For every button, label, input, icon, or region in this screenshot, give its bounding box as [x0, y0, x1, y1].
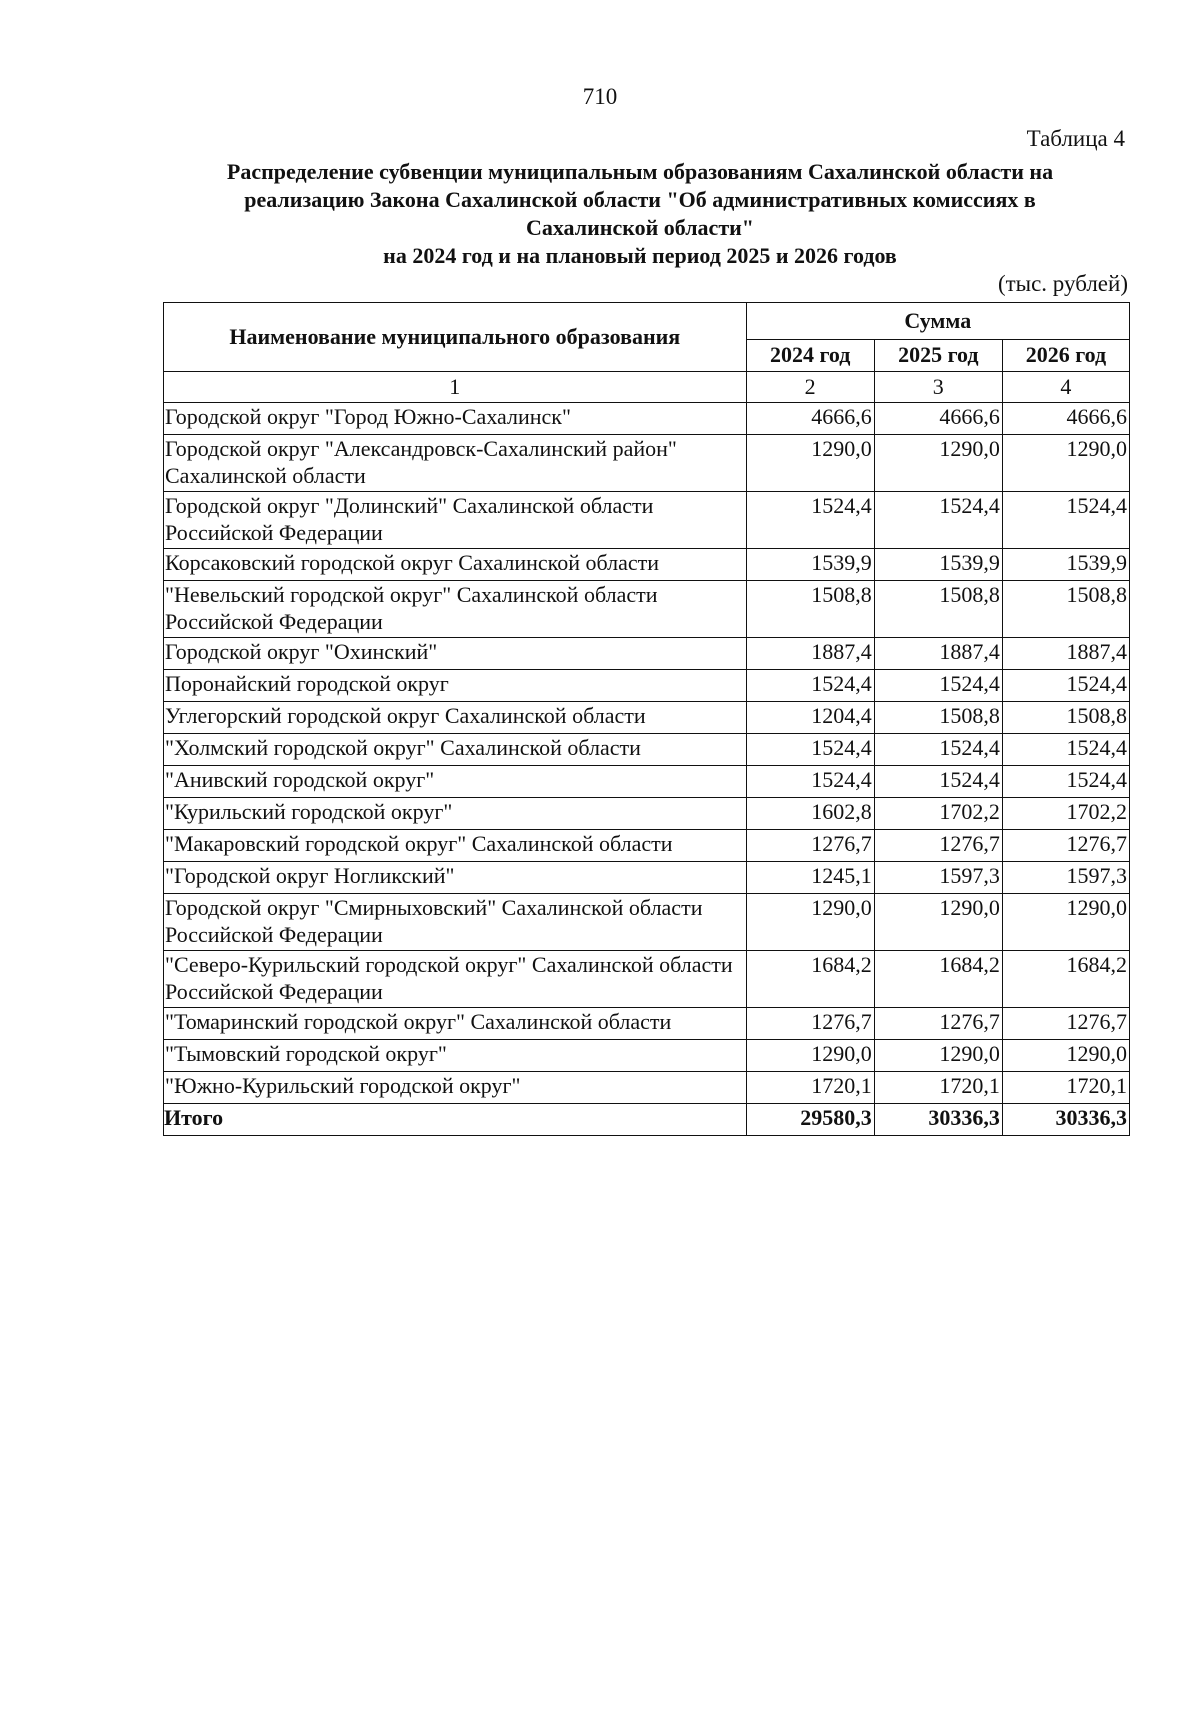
table-row [164, 435, 1130, 492]
value-2026: 1524,4 [1002, 670, 1129, 702]
column-number: 1 [164, 372, 747, 403]
value-2026: 1702,2 [1002, 798, 1129, 830]
page-number: 710 [582, 84, 618, 109]
total-2024: 29580,3 [746, 1104, 874, 1136]
value-2026: 1508,8 [1002, 581, 1129, 638]
value-2024: 1290,0 [746, 435, 874, 492]
value-2026: 1887,4 [1002, 638, 1129, 670]
subsidy-table [163, 302, 1130, 1136]
value-2026: 1524,4 [1002, 766, 1129, 798]
total-2025: 30336,3 [874, 1104, 1002, 1136]
column-number: 2 [746, 372, 874, 403]
value-2025: 4666,6 [874, 403, 1002, 435]
total-label: Итого [164, 1104, 747, 1136]
municipality-name: "Курильский городской округ" [164, 798, 747, 830]
header-year-2025: 2025 год [874, 339, 1002, 371]
title-line: Сахалинской области" [525, 215, 755, 240]
value-2024: 1245,1 [746, 862, 874, 894]
value-2025: 1508,8 [874, 581, 1002, 638]
value-2025: 1276,7 [874, 1008, 1002, 1040]
total-row [164, 1104, 1130, 1136]
value-2025: 1539,9 [874, 549, 1002, 581]
total-2026: 30336,3 [1002, 1104, 1129, 1136]
title-line: реализацию Закона Сахалинской области "Об административных комиссиях в [244, 187, 1036, 212]
municipality-name: "Невельский городской округ" Сахалинской области Российской Федерации [164, 581, 747, 638]
municipality-name: Городской округ "Долинский" Сахалинской области Российской Федерации [164, 492, 747, 549]
municipality-name: "Макаровский городской округ" Сахалинской области [164, 830, 747, 862]
table-row [164, 581, 1130, 638]
value-2024: 1720,1 [746, 1072, 874, 1104]
value-2025: 1524,4 [874, 766, 1002, 798]
value-2024: 1684,2 [746, 951, 874, 1008]
table-row [164, 830, 1130, 862]
municipality-name: Городской округ "Александровск-Сахалинский район" Сахалинской области [164, 435, 747, 492]
municipality-name: Городской округ "Смирныховский" Сахалинской области Российской Федерации [164, 894, 747, 951]
value-2025: 1508,8 [874, 702, 1002, 734]
municipality-name: "Анивский городской округ" [164, 766, 747, 798]
table-row [164, 1040, 1130, 1072]
table-row [164, 702, 1130, 734]
value-2024: 1602,8 [746, 798, 874, 830]
municipality-name: "Городской округ Ногликский" [164, 862, 747, 894]
value-2025: 1290,0 [874, 435, 1002, 492]
header-name: Наименование муниципального образования [164, 303, 747, 372]
value-2024: 1508,8 [746, 581, 874, 638]
header-sum: Сумма [746, 303, 1129, 340]
value-2026: 1524,4 [1002, 734, 1129, 766]
table-row [164, 670, 1130, 702]
table-row [164, 1008, 1130, 1040]
value-2026: 1290,0 [1002, 894, 1129, 951]
value-2024: 1524,4 [746, 670, 874, 702]
table-label: Таблица 4 [1026, 126, 1125, 151]
value-2026: 1508,8 [1002, 702, 1129, 734]
value-2024: 1276,7 [746, 1008, 874, 1040]
column-number: 4 [1002, 372, 1129, 403]
document-title [150, 158, 1130, 270]
value-2025: 1524,4 [874, 670, 1002, 702]
table-row [164, 894, 1130, 951]
table-row [164, 1072, 1130, 1104]
value-2026: 4666,6 [1002, 403, 1129, 435]
column-number: 3 [874, 372, 1002, 403]
value-2026: 1524,4 [1002, 492, 1129, 549]
table-row [164, 951, 1130, 1008]
value-2025: 1597,3 [874, 862, 1002, 894]
value-2024: 1204,4 [746, 702, 874, 734]
header-year-2024: 2024 год [746, 339, 874, 371]
title-line: на 2024 год и на плановый период 2025 и 2026 годов [383, 243, 897, 268]
value-2024: 1524,4 [746, 734, 874, 766]
value-2026: 1684,2 [1002, 951, 1129, 1008]
municipality-name: Поронайский городской округ [164, 670, 747, 702]
table-row [164, 766, 1130, 798]
value-2024: 4666,6 [746, 403, 874, 435]
value-2024: 1290,0 [746, 1040, 874, 1072]
municipality-name: Городской округ "Охинский" [164, 638, 747, 670]
value-2026: 1539,9 [1002, 549, 1129, 581]
value-2026: 1290,0 [1002, 435, 1129, 492]
municipality-name: "Северо-Курильский городской округ" Сахалинской области Российской Федерации [164, 951, 747, 1008]
value-2025: 1887,4 [874, 638, 1002, 670]
table-row [164, 862, 1130, 894]
value-2025: 1290,0 [874, 1040, 1002, 1072]
table-row [164, 492, 1130, 549]
value-2025: 1524,4 [874, 734, 1002, 766]
value-2025: 1720,1 [874, 1072, 1002, 1104]
municipality-name: "Южно-Курильский городской округ" [164, 1072, 747, 1104]
value-2025: 1524,4 [874, 492, 1002, 549]
municipality-name: "Томаринский городской округ" Сахалинской области [164, 1008, 747, 1040]
table-row [164, 798, 1130, 830]
value-2024: 1290,0 [746, 894, 874, 951]
table-row [164, 734, 1130, 766]
municipality-name: Корсаковский городской округ Сахалинской области [164, 549, 747, 581]
municipality-name: "Тымовский городской округ" [164, 1040, 747, 1072]
units-label: (тыс. рублей) [997, 271, 1128, 296]
value-2024: 1524,4 [746, 492, 874, 549]
value-2026: 1290,0 [1002, 1040, 1129, 1072]
table-row [164, 403, 1130, 435]
table-row [164, 638, 1130, 670]
value-2026: 1276,7 [1002, 830, 1129, 862]
municipality-name: Городской округ "Город Южно-Сахалинск" [164, 403, 747, 435]
table-row [164, 549, 1130, 581]
value-2026: 1720,1 [1002, 1072, 1129, 1104]
value-2024: 1539,9 [746, 549, 874, 581]
title-line: Распределение субвенции муниципальным образованиям Сахалинской области на [226, 159, 1054, 184]
value-2025: 1290,0 [874, 894, 1002, 951]
value-2026: 1597,3 [1002, 862, 1129, 894]
municipality-name: Углегорский городской округ Сахалинской области [164, 702, 747, 734]
value-2024: 1887,4 [746, 638, 874, 670]
header-year-2026: 2026 год [1002, 339, 1129, 371]
municipality-name: "Холмский городской округ" Сахалинской области [164, 734, 747, 766]
value-2025: 1702,2 [874, 798, 1002, 830]
value-2024: 1276,7 [746, 830, 874, 862]
value-2025: 1276,7 [874, 830, 1002, 862]
value-2024: 1524,4 [746, 766, 874, 798]
value-2026: 1276,7 [1002, 1008, 1129, 1040]
value-2025: 1684,2 [874, 951, 1002, 1008]
